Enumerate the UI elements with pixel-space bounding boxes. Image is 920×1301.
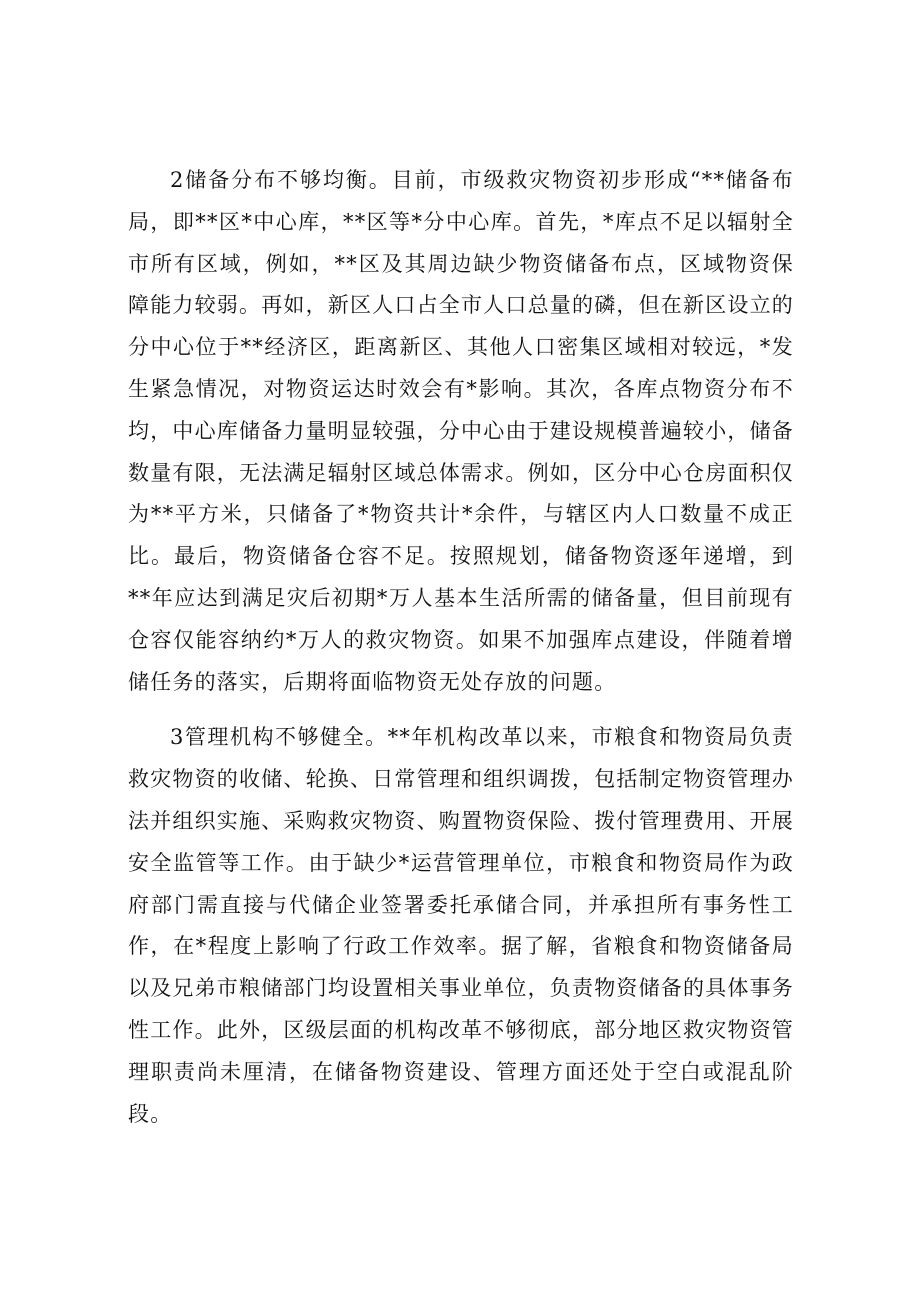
paragraph-management-agency: 3管理机构不够健全。**年机构改革以来，市粮食和物资局负责救灾物资的收储、轮换、日常管理和组织调拨，包括制定物资管理办法并组织实施、采购救灾物资、购置物资保险、拨付管理费用、开展安全监管等工作。由于缺少*运营管理单位，市粮食和物资局作为政府部门需直接与代储企业签署委托承储合同，并承担所有事务性工作，在*程度上影响了行政工作效率。据了解，省粮食和物资储备局以及兄弟市粮储部门均设置相关事业单位，负责物资储备的具体事务性工作。此外，区级层面的机构改革不够彻底，部分地区救灾物资管理职责尚未厘清，在储备物资建设、管理方面还处于空白或混乱阶段。 (128, 725, 794, 1126)
document-body (128, 160, 794, 1149)
paragraph-storage-distribution: 2储备分布不够均衡。目前，市级救灾物资初步形成“**储备布局，即**区*中心库，**区等*分中心库。首先，*库点不足以辐射全市所有区域，例如，**区及其周边缺少物资储备布点，区域物资保障能力较弱。再如，新区人口占全市人口总量的磷，但在新区设立的分中心位于**经济区，距离新区、其他人口密集区域相对较远，*发生紧急情况，对物资运达时效会有*影响。其次，各库点物资分布不均，中心库储备力量明显较强，分中心由于建设规模普遍较小，储备数量有限，无法满足辐射区域总体需求。例如，区分中心仓房面积仅为**平方米，只储备了*物资共计*余件，与辖区内人口数量不成正比。最后，物资储备仓容不足。按照规划，储备物资逐年递增，到**年应达到满足灾后初期*万人基本生活所需的储备量，但目前现有仓容仅能容纳约*万人的救灾物资。如果不加强库点建设，伴随着增储任务的落实，后期将面临物资无处存放的问题。 (128, 168, 794, 694)
